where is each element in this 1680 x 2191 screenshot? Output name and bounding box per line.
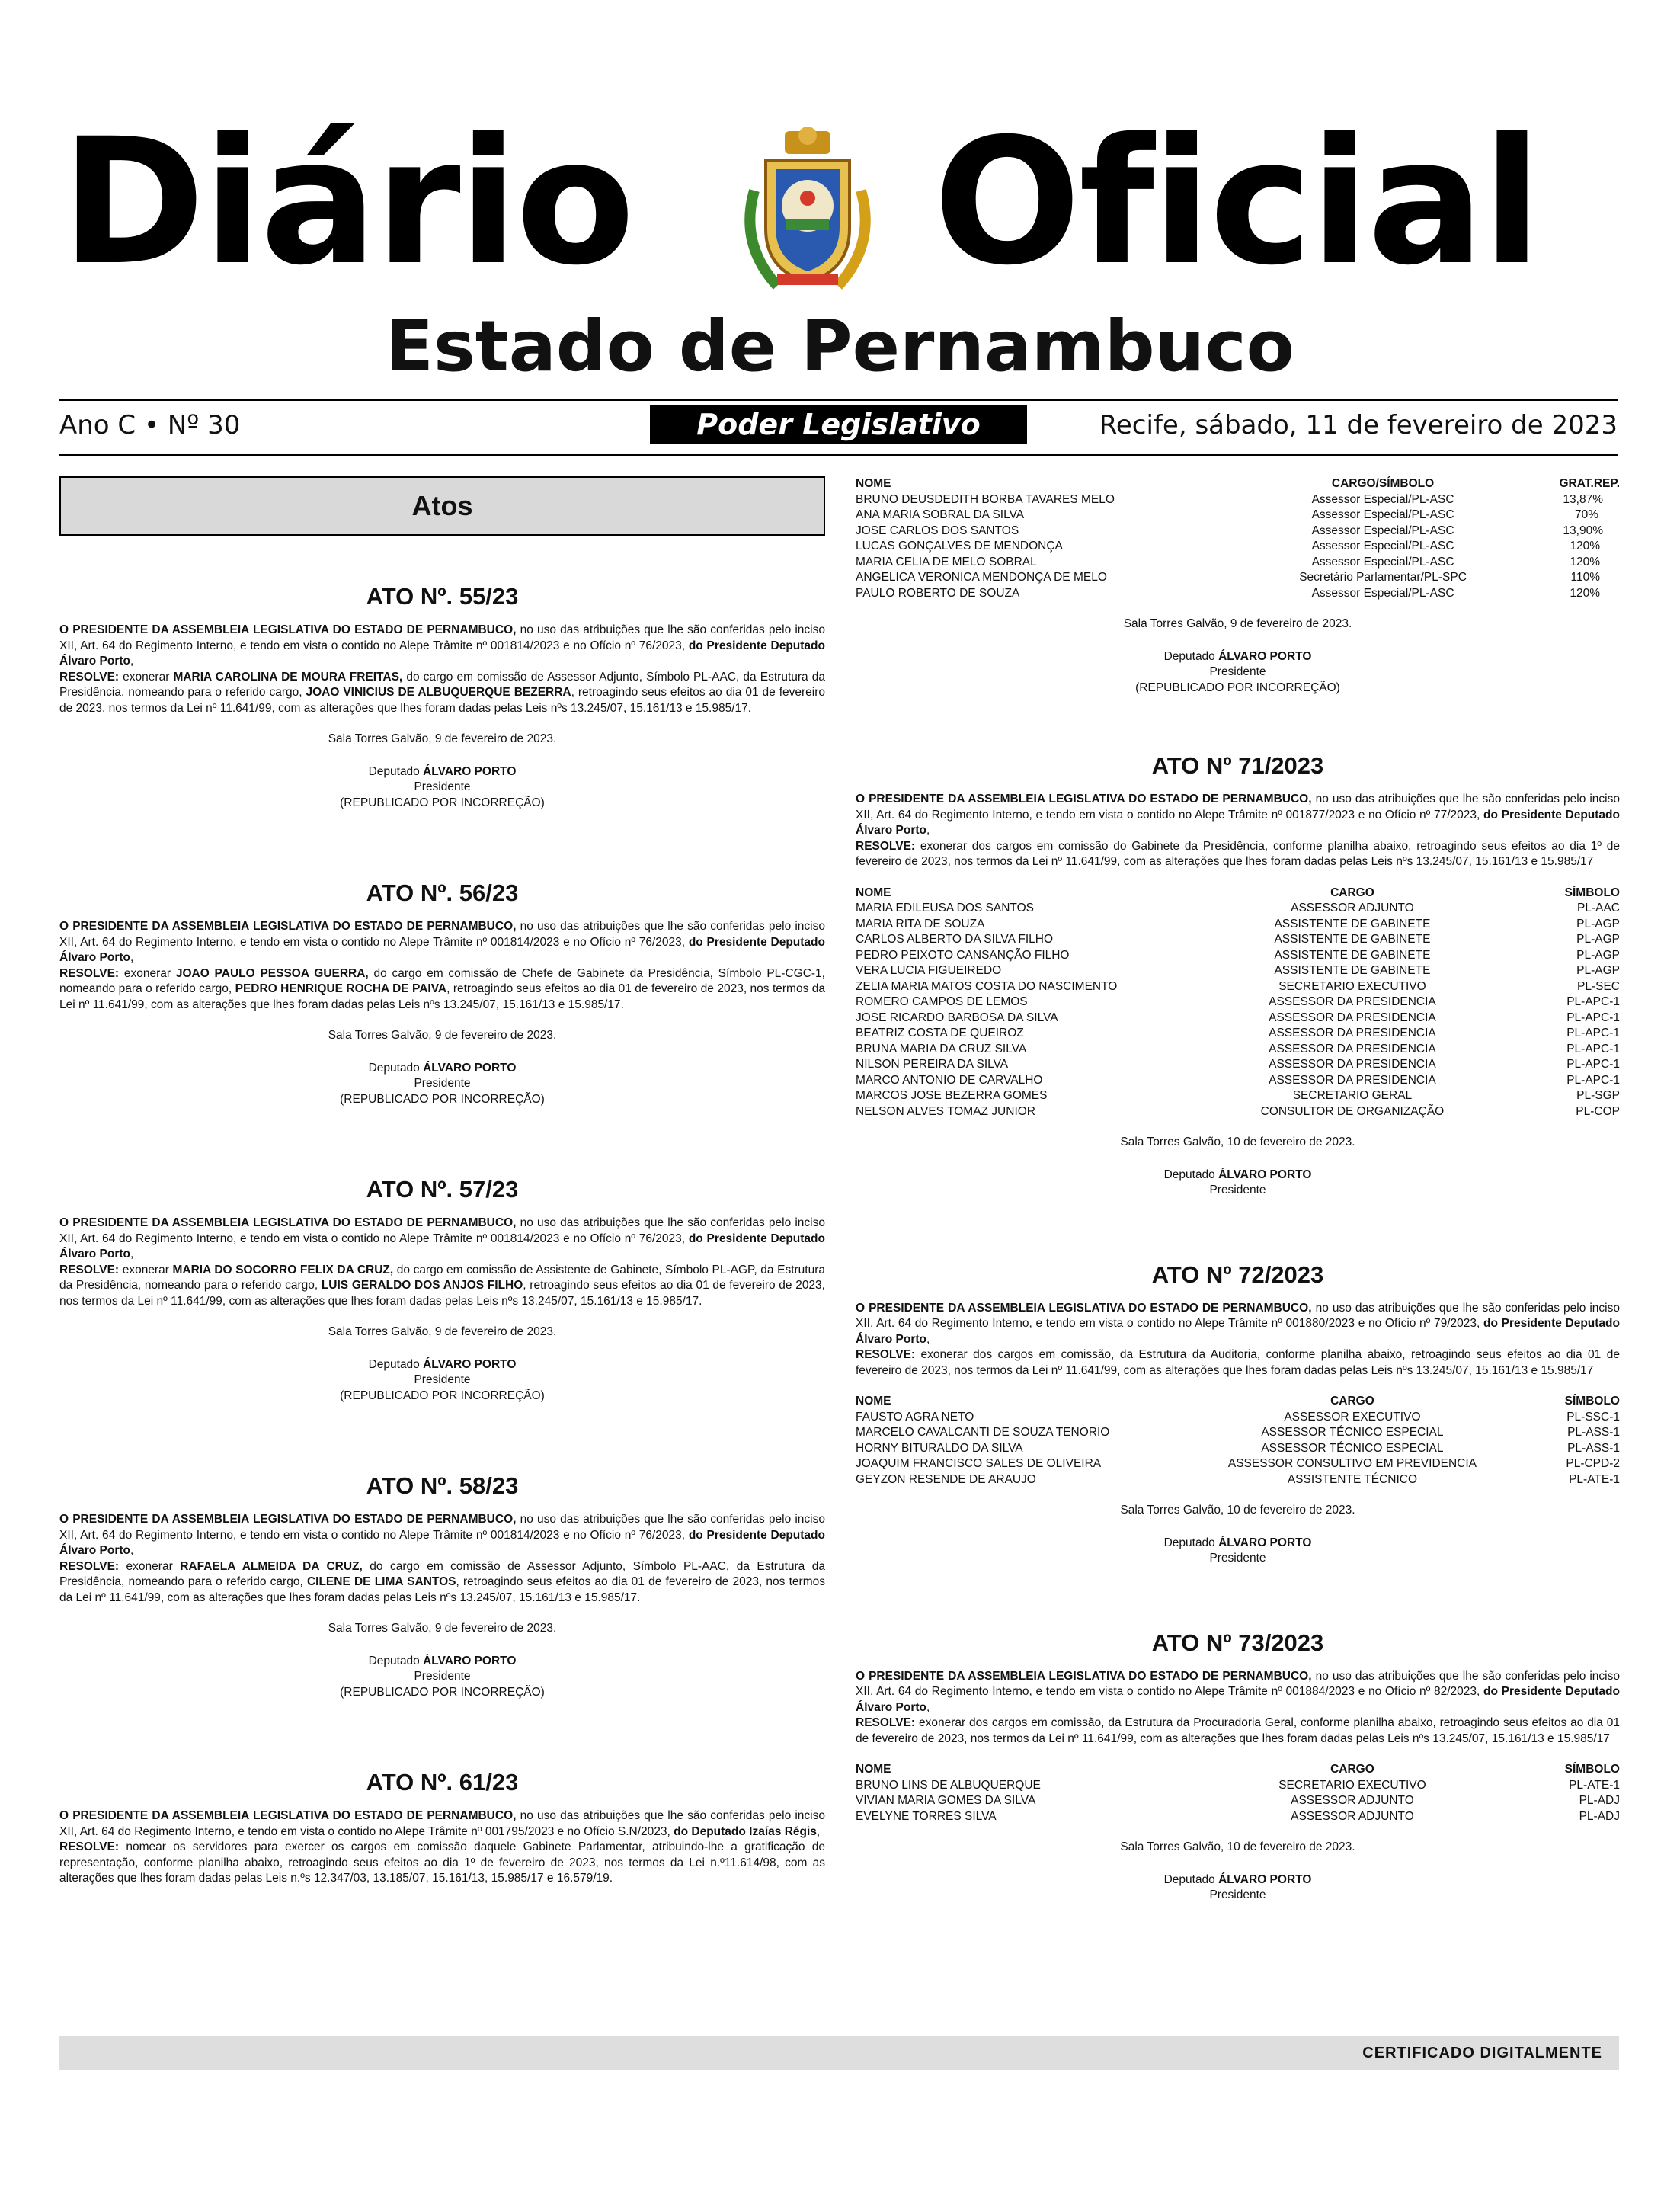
- cell-name: MARIA RITA DE SOUZA: [856, 917, 985, 931]
- cell-grat: 120%: [1570, 540, 1600, 553]
- act-resolve-label: RESOLVE:: [59, 1263, 120, 1276]
- cell-symbol: PL-ASS-1: [1567, 1426, 1620, 1439]
- cell-role: Assessor Especial/PL-ASC: [1311, 540, 1454, 553]
- act-61-table-block: [856, 476, 1620, 696]
- table-row: [856, 539, 1620, 555]
- column-header: NOME: [856, 886, 891, 899]
- act-resolve-text: exonerar dos cargos em comissão, da Estrutura da Auditoria, conforme planilha abaixo, retroagindo seus efeitos ao dia 01 de fevereiro de 2023, nos termos da Lei nº 11.641/99, com as alterações que lhes foram dadas pelas Leis nºs 13.245/07, 15.161/13 e 15.985/17: [856, 1348, 1620, 1377]
- cell-name: EVELYNE TORRES SILVA: [856, 1809, 997, 1823]
- cell-symbol: PL-AGP: [1576, 933, 1620, 946]
- act-preamble: no uso das atribuições que lhe são conferidas pelo inciso XII, Art. 64 do Regimento Interno, e tendo em vista o contido no Alepe Trâmite nº 001884/2023 e no Ofício nº 82/2023,: [856, 1669, 1620, 1698]
- masthead-top-rule: [59, 399, 1618, 401]
- table-row: [856, 1809, 1620, 1825]
- act-place-date: Sala Torres Galvão, 10 de fevereiro de 2023.: [1120, 1136, 1355, 1148]
- act-preamble-bold: O PRESIDENTE DA ASSEMBLEIA LEGISLATIVA DO ESTADO DE PERNAMBUCO,: [59, 623, 517, 636]
- signature-role: Presidente: [414, 1670, 471, 1683]
- table-row: [856, 508, 1620, 524]
- table-row: [856, 1778, 1620, 1794]
- act-signature: [59, 764, 825, 812]
- table-row: [856, 1011, 1620, 1027]
- signature-role: Presidente: [1209, 665, 1266, 678]
- table-header-row: [856, 886, 1620, 902]
- act-resolve-label: RESOLVE:: [856, 1716, 916, 1729]
- cell-name: VIVIAN MARIA GOMES DA SILVA: [856, 1794, 1036, 1807]
- cell-role: ASSESSOR ADJUNTO: [1291, 1809, 1414, 1823]
- column-header: SÍMBOLO: [1564, 1395, 1620, 1408]
- column-header: SÍMBOLO: [1564, 1763, 1620, 1776]
- cell-grat: 13,90%: [1563, 524, 1603, 537]
- column-header: NOME: [856, 1395, 891, 1408]
- act-title: ATO Nº 73/2023: [1151, 1629, 1324, 1656]
- column-header: CARGO: [1330, 1395, 1374, 1408]
- cell-name: JOSE RICARDO BARBOSA DA SILVA: [856, 1011, 1058, 1024]
- act-58: [59, 1471, 825, 1700]
- cell-role: SECRETARIO GERAL: [1292, 1089, 1413, 1102]
- act-preamble: no uso das atribuições que lhe são conferidas pelo inciso XII, Art. 64 do Regimento Interno, e tendo em vista o contido no Alepe Trâmite nº 001814/2023 e no Ofício nº 76/2023,: [59, 1513, 825, 1542]
- cell-name: MARCELO CAVALCANTI DE SOUZA TENORIO: [856, 1426, 1110, 1439]
- act-title: ATO Nº. 55/23: [366, 583, 519, 610]
- act-place-date: Sala Torres Galvão, 9 de fevereiro de 2023.: [328, 732, 557, 745]
- masthead: [0, 101, 1680, 303]
- cell-name: NILSON PEREIRA DA SILVA: [856, 1058, 1009, 1071]
- act-resolve-text: exonerar: [119, 670, 174, 684]
- column-header: SÍMBOLO: [1564, 886, 1620, 899]
- act-place-date: Sala Torres Galvão, 9 de fevereiro de 2023.: [1123, 617, 1352, 630]
- act-56: [59, 878, 825, 1107]
- act-body: [59, 1216, 825, 1309]
- act-signature: [856, 1872, 1620, 1904]
- cell-role: ASSESSOR EXECUTIVO: [1284, 1410, 1421, 1424]
- cell-role: ASSISTENTE DE GABINETE: [1274, 948, 1431, 962]
- signature-note: (REPUBLICADO POR INCORREÇÃO): [340, 1685, 545, 1699]
- signature-name: ÁLVARO PORTO: [423, 1654, 517, 1667]
- act-place-date: Sala Torres Galvão, 9 de fevereiro de 2023.: [328, 1325, 557, 1338]
- act-preamble-authority: do Presidente Deputado Álvaro Porto: [856, 808, 1620, 837]
- cell-name: JOAQUIM FRANCISCO SALES DE OLIVEIRA: [856, 1457, 1102, 1470]
- signature-role: Presidente: [414, 780, 471, 793]
- table-row: [856, 1104, 1620, 1120]
- act-resolve-text: exonerar dos cargos em comissão, da Estrutura da Procuradoria Geral, conforme planilha abaixo, retroagindo seus efeitos ao dia 01 de fevereiro de 2023, nos termos da Lei nº 11.641/99, com as alterações que lhes foram dadas pelas Leis nºs 13.245/07, 15.161/13 e 15.985/17: [856, 1716, 1620, 1745]
- power-label: Poder Legislativo: [650, 405, 1027, 444]
- act-appointed-name: CILENE DE LIMA SANTOS: [306, 1575, 456, 1588]
- cell-grat: 120%: [1570, 555, 1600, 569]
- act-preamble: no uso das atribuições que lhe são conferidas pelo inciso XII, Art. 64 do Regimento Interno, e tendo em vista o contido no Alepe Trâmite nº 001814/2023 e no Ofício nº 76/2023,: [59, 920, 825, 949]
- signature-prefix: Deputado: [1163, 1168, 1219, 1181]
- signature-name: ÁLVARO PORTO: [423, 1061, 517, 1075]
- act-preamble: no uso das atribuições que lhe são conferidas pelo inciso XII, Art. 64 do Regimento Interno, e tendo em vista o contido no Alepe Trâmite nº 001814/2023 e no Ofício nº 76/2023,: [59, 1216, 825, 1245]
- signature-prefix: Deputado: [1163, 1872, 1219, 1886]
- act-preamble-authority: do Presidente Deputado Álvaro Porto: [59, 639, 825, 668]
- column-header: CARGO/SÍMBOLO: [1331, 477, 1435, 490]
- table-header-row: [856, 476, 1620, 492]
- table-row: [856, 901, 1620, 917]
- act-title: ATO Nº. 57/23: [366, 1176, 519, 1203]
- signature-role: Presidente: [414, 1373, 471, 1386]
- cell-symbol: PL-AGP: [1576, 917, 1620, 931]
- act-61-table: [856, 476, 1620, 601]
- act-preamble-authority: do Presidente Deputado Álvaro Porto: [59, 935, 825, 964]
- cell-name: FAUSTO AGRA NETO: [856, 1410, 974, 1424]
- signature-prefix: Deputado: [368, 764, 424, 778]
- table-row: [856, 917, 1620, 933]
- act-72-table: [856, 1394, 1620, 1488]
- act-signature: [59, 1061, 825, 1108]
- act-signature: [856, 649, 1620, 697]
- cell-symbol: PL-AGP: [1576, 964, 1620, 977]
- cell-name: ROMERO CAMPOS DE LEMOS: [856, 995, 1028, 1008]
- table-row: [856, 948, 1620, 964]
- act-resolve-text: do cargo em comissão de Assistente de Gabinete, Símbolo PL-AGP, da Estrutura da Presidência, nomeando para o referido cargo,: [59, 1263, 826, 1292]
- table-row: [856, 570, 1620, 586]
- table-row: [856, 524, 1620, 540]
- table-row: [856, 1026, 1620, 1042]
- act-title: ATO Nº. 56/23: [366, 879, 519, 906]
- cell-role: Assessor Especial/PL-ASC: [1311, 586, 1454, 600]
- cell-symbol: PL-ASS-1: [1567, 1441, 1620, 1455]
- cell-symbol: PL-APC-1: [1566, 1073, 1620, 1087]
- cell-name: ZELIA MARIA MATOS COSTA DO NASCIMENTO: [856, 979, 1118, 993]
- table-header-row: [856, 1394, 1620, 1410]
- act-preamble-end: ,: [130, 951, 134, 964]
- cell-role: ASSESSOR DA PRESIDENCIA: [1269, 995, 1436, 1008]
- act-preamble-end: ,: [130, 1544, 134, 1557]
- cell-name: ANA MARIA SOBRAL DA SILVA: [856, 508, 1025, 521]
- cell-role: ASSESSOR DA PRESIDENCIA: [1269, 1058, 1436, 1071]
- act-preamble-bold: O PRESIDENTE DA ASSEMBLEIA LEGISLATIVA DO ESTADO DE PERNAMBUCO,: [59, 1513, 517, 1526]
- table-row: [856, 1425, 1620, 1441]
- cell-role: ASSISTENTE DE GABINETE: [1274, 964, 1431, 977]
- act-signature: [59, 1357, 825, 1405]
- signature-name: ÁLVARO PORTO: [1218, 1536, 1312, 1549]
- act-resolve-text: nomear os servidores para exercer os cargos em comissão daquele Gabinete Parlamentar, atribuindo-lhe a gratificação de representação, conforme planilha abaixo, retroagindo seus efeitos ao dia 1º de fevereiro de 2023, nos termos da Lei n.º11.614/98, com as alterações que lhes foram dadas pelas Leis n.ºs 12.347/03, 13.185/07, 15.161/13, 15.985/17 e 16.579/19.: [59, 1840, 825, 1885]
- act-appointed-name: JOAO VINICIUS DE ALBUQUERQUE BEZERRA: [306, 686, 571, 699]
- table-row: [856, 963, 1620, 979]
- cell-role: SECRETARIO EXECUTIVO: [1278, 1778, 1426, 1792]
- cell-role: ASSESSOR ADJUNTO: [1291, 1794, 1414, 1807]
- cell-role: ASSESSOR ADJUNTO: [1291, 902, 1414, 915]
- cell-symbol: PL-ATE-1: [1569, 1472, 1620, 1486]
- table-row: [856, 1472, 1620, 1488]
- left-column: [59, 476, 825, 1887]
- digital-certification-label: CERTIFICADO DIGITALMENTE: [1362, 2045, 1602, 2061]
- cell-symbol: PL-ATE-1: [1569, 1778, 1620, 1792]
- act-signature: [856, 1168, 1620, 1199]
- act-preamble-authority: do Presidente Deputado Álvaro Porto: [856, 1317, 1620, 1346]
- act-resolve-text: do cargo em comissão de Chefe de Gabinete da Presidência, Símbolo PL-CGC-1, nomeando para o referido cargo,: [59, 966, 825, 995]
- act-title: ATO Nº. 61/23: [366, 1769, 519, 1795]
- act-preamble-end: ,: [926, 1700, 930, 1714]
- table-row: [856, 932, 1620, 948]
- signature-role: Presidente: [1209, 1888, 1266, 1901]
- act-place-date: Sala Torres Galvão, 10 de fevereiro de 2023.: [1120, 1840, 1355, 1853]
- cell-role: ASSISTENTE TÉCNICO: [1287, 1472, 1418, 1486]
- column-header: NOME: [856, 477, 891, 490]
- act-resolve-text: , retroagindo seus efeitos ao dia 01 de fevereiro de 2023, nos termos da Lei nº 11.641/99, com as alterações que lhes foram dadas pelas Leis nºs 13.245/07, 15.161/13 e 15.985/17.: [59, 1575, 825, 1604]
- cell-name: NELSON ALVES TOMAZ JUNIOR: [856, 1104, 1036, 1118]
- act-resolve-text: do cargo em comissão de Assessor Adjunto, Símbolo PL-AAC, da Estrutura da Presidência, nomeando para o referido cargo,: [59, 1559, 825, 1588]
- masthead-bottom-rule: [59, 454, 1618, 456]
- act-exonerated-name: JOAO PAULO PESSOA GUERRA,: [175, 966, 369, 980]
- act-signature: [59, 1654, 825, 1701]
- act-exonerated-name: MARIA CAROLINA DE MOURA FREITAS,: [173, 670, 403, 684]
- cell-symbol: PL-SEC: [1577, 979, 1620, 993]
- act-resolve-label: RESOLVE:: [59, 670, 120, 684]
- act-place-date: Sala Torres Galvão, 10 de fevereiro de 2023.: [1120, 1504, 1355, 1517]
- act-preamble-bold: O PRESIDENTE DA ASSEMBLEIA LEGISLATIVA DO ESTADO DE PERNAMBUCO,: [59, 920, 517, 933]
- act-preamble-end: ,: [816, 1824, 821, 1838]
- cell-symbol: PL-AGP: [1576, 948, 1620, 962]
- act-exonerated-name: MARIA DO SOCORRO FELIX DA CRUZ,: [172, 1263, 394, 1276]
- act-preamble-end: ,: [926, 824, 930, 837]
- cell-role: Secretário Parlamentar/PL-SPC: [1299, 571, 1467, 584]
- act-preamble-authority: do Deputado Izaías Régis: [674, 1824, 817, 1838]
- cell-symbol: PL-COP: [1576, 1104, 1620, 1118]
- signature-role: Presidente: [1209, 1184, 1266, 1196]
- act-resolve-text: exonerar dos cargos em comissão do Gabinete da Presidência, conforme planilha abaixo, retroagindo seus efeitos ao dia 1º de fevereiro de 2023, nos termos da Lei nº 11.641/99, com as alterações que lhes foram dadas pelas Leis nºs 13.245/07, 15.161/13 e 15.985/17: [856, 839, 1620, 868]
- edition-bar: [59, 405, 1618, 448]
- cell-symbol: PL-APC-1: [1566, 1027, 1620, 1039]
- column-header: CARGO: [1330, 886, 1374, 899]
- cell-role: Assessor Especial/PL-ASC: [1311, 555, 1454, 569]
- signature-prefix: Deputado: [1163, 1536, 1219, 1549]
- column-header: GRAT.REP.: [1559, 477, 1620, 490]
- act-resolve-text: , retroagindo seus efeitos ao dia 01 de fevereiro de 2023, nos termos da Lei nº 11.641/99, com as alterações que lhes foram dadas pelas Leis nºs 13.245/07, 15.161/13 e 15.985/17.: [59, 1279, 825, 1308]
- act-preamble-end: ,: [130, 1248, 134, 1260]
- cell-name: MARCOS JOSE BEZERRA GOMES: [856, 1089, 1048, 1102]
- act-body: [59, 1512, 825, 1606]
- act-resolve-text: do cargo em comissão de Assessor Adjunto, Símbolo PL-AAC, da Estrutura da Presidência, nomeando para o referido cargo,: [59, 670, 825, 699]
- cell-name: BEATRIZ COSTA DE QUEIROZ: [856, 1027, 1024, 1039]
- act-preamble-bold: O PRESIDENTE DA ASSEMBLEIA LEGISLATIVA DO ESTADO DE PERNAMBUCO,: [59, 1216, 517, 1229]
- cell-name: MARIA CELIA DE MELO SOBRAL: [856, 555, 1037, 569]
- cell-role: ASSESSOR TÉCNICO ESPECIAL: [1261, 1441, 1444, 1455]
- act-body: [59, 623, 825, 716]
- cell-role: Assessor Especial/PL-ASC: [1311, 508, 1454, 521]
- pernambuco-coat-of-arms-icon: [731, 122, 884, 297]
- act-resolve-label: RESOLVE:: [856, 1348, 916, 1361]
- table-row: [856, 1088, 1620, 1104]
- table-row: [856, 492, 1620, 508]
- act-appointed-name: PEDRO HENRIQUE ROCHA DE PAIVA: [235, 982, 447, 995]
- cell-name: JOSE CARLOS DOS SANTOS: [856, 524, 1019, 537]
- cell-symbol: PL-APC-1: [1566, 1011, 1620, 1024]
- act-preamble: no uso das atribuições que lhe são conferidas pelo inciso XII, Art. 64 do Regimento Interno, e tendo em vista o contido no Alepe Trâmite nº 001880/2023 e no Ofício nº 79/2023,: [856, 1301, 1620, 1330]
- act-body: [856, 1301, 1620, 1379]
- cell-name: BRUNO DEUSDEDITH BORBA TAVARES MELO: [856, 492, 1115, 506]
- cell-role: SECRETARIO EXECUTIVO: [1278, 979, 1426, 993]
- cell-symbol: PL-APC-1: [1566, 1058, 1620, 1071]
- cell-name: ANGELICA VERONICA MENDONÇA DE MELO: [856, 571, 1107, 584]
- act-body: [856, 792, 1620, 870]
- act-place-date: Sala Torres Galvão, 9 de fevereiro de 2023.: [328, 1622, 557, 1635]
- signature-name: ÁLVARO PORTO: [423, 764, 517, 778]
- signature-note: (REPUBLICADO POR INCORREÇÃO): [340, 796, 545, 809]
- act-resolve-label: RESOLVE:: [59, 1559, 120, 1573]
- cell-role: ASSISTENTE DE GABINETE: [1274, 933, 1431, 946]
- table-row: [856, 1456, 1620, 1472]
- cell-symbol: PL-SSC-1: [1566, 1410, 1620, 1424]
- cell-grat: 70%: [1574, 508, 1598, 521]
- act-55: [59, 581, 825, 811]
- signature-prefix: Deputado: [368, 1357, 424, 1371]
- act-body: [59, 1808, 825, 1887]
- act-resolve-text: exonerar: [119, 1263, 173, 1276]
- cell-name: PAULO ROBERTO DE SOUZA: [856, 586, 1020, 600]
- act-resolve-text: exonerar: [119, 1559, 181, 1573]
- act-preamble: no uso das atribuições que lhe são conferidas pelo inciso XII, Art. 64 do Regimento Interno, e tendo em vista o contido no Alepe Trâmite nº 001877/2023 e no Ofício nº 77/2023,: [856, 793, 1620, 822]
- act-appointed-name: LUIS GERALDO DOS ANJOS FILHO: [321, 1279, 523, 1292]
- column-header: NOME: [856, 1763, 891, 1776]
- footer-bar: [59, 2036, 1619, 2070]
- cell-role: CONSULTOR DE ORGANIZAÇÃO: [1260, 1104, 1445, 1118]
- cell-name: CARLOS ALBERTO DA SILVA FILHO: [856, 933, 1054, 946]
- act-preamble: no uso das atribuições que lhe são conferidas pelo inciso XII, Art. 64 do Regimento Interno, e tendo em vista o contido no Alepe Trâmite nº 001795/2023 e no Ofício S.N/2023,: [59, 1809, 825, 1838]
- table-row: [856, 979, 1620, 995]
- act-preamble-end: ,: [130, 655, 134, 668]
- act-71-table: [856, 886, 1620, 1120]
- section-title: Atos: [59, 476, 825, 536]
- masthead-right-word: Oficial: [933, 101, 1540, 303]
- cell-symbol: PL-CPD-2: [1566, 1457, 1620, 1470]
- right-column: [856, 476, 1620, 1904]
- cell-name: GEYZON RESENDE DE ARAUJO: [856, 1472, 1036, 1486]
- act-preamble-authority: do Presidente Deputado Álvaro Porto: [59, 1232, 825, 1260]
- act-73-table: [856, 1762, 1620, 1824]
- act-73: [856, 1628, 1620, 1904]
- act-resolve-label: RESOLVE:: [856, 839, 916, 853]
- cell-role: ASSESSOR DA PRESIDENCIA: [1269, 1042, 1436, 1055]
- signature-name: ÁLVARO PORTO: [1218, 649, 1312, 663]
- table-row: [856, 1793, 1620, 1809]
- cell-role: ASSESSOR TÉCNICO ESPECIAL: [1261, 1426, 1444, 1439]
- act-preamble-bold: O PRESIDENTE DA ASSEMBLEIA LEGISLATIVA DO ESTADO DE PERNAMBUCO,: [59, 1809, 517, 1822]
- cell-grat: 120%: [1570, 586, 1600, 600]
- signature-prefix: Deputado: [1163, 649, 1219, 663]
- issue-date: Recife, sábado, 11 de fevereiro de 2023: [1099, 410, 1618, 440]
- cell-name: VERA LUCIA FIGUEIREDO: [856, 964, 1002, 977]
- act-preamble: no uso das atribuições que lhe são conferidas pelo inciso XII, Art. 64 do Regimento Interno, e tendo em vista o contido no Alepe Trâmite nº 001814/2023 e no Ofício nº 76/2023,: [59, 623, 825, 652]
- act-signature: [856, 1536, 1620, 1567]
- act-72: [856, 1260, 1620, 1567]
- act-resolve-text: exonerar: [119, 966, 176, 980]
- act-preamble-authority: do Presidente Deputado Álvaro Porto: [59, 1528, 825, 1557]
- cell-name: BRUNA MARIA DA CRUZ SILVA: [856, 1042, 1027, 1055]
- act-71: [856, 751, 1620, 1199]
- cell-grat: 110%: [1570, 571, 1600, 584]
- act-resolve-text: , retroagindo seus efeitos ao dia 01 de fevereiro de 2023, nos termos da Lei nº 11.641/99, com as alterações que lhes foram dadas pelas Leis nºs 13.245/07, 15.161/13 e 15.985/17.: [59, 982, 825, 1011]
- cell-name: LUCAS GONÇALVES DE MENDONÇA: [856, 540, 1063, 553]
- cell-symbol: PL-ADJ: [1579, 1794, 1620, 1807]
- table-row: [856, 1441, 1620, 1457]
- signature-name: ÁLVARO PORTO: [1218, 1872, 1312, 1886]
- cell-grat: 13,87%: [1563, 492, 1603, 506]
- table-row: [856, 586, 1620, 602]
- signature-note: (REPUBLICADO POR INCORREÇÃO): [1135, 681, 1340, 694]
- cell-role: ASSESSOR DA PRESIDENCIA: [1269, 1073, 1436, 1087]
- act-title: ATO Nº 71/2023: [1151, 752, 1324, 779]
- column-header: CARGO: [1330, 1763, 1374, 1776]
- act-exonerated-name: RAFAELA ALMEIDA DA CRUZ,: [180, 1559, 363, 1573]
- cell-role: ASSESSOR CONSULTIVO EM PREVIDENCIA: [1227, 1457, 1477, 1470]
- act-57: [59, 1174, 825, 1404]
- signature-name: ÁLVARO PORTO: [1218, 1168, 1312, 1181]
- act-place-date: Sala Torres Galvão, 9 de fevereiro de 2023.: [328, 1029, 557, 1042]
- signature-role: Presidente: [1209, 1552, 1266, 1565]
- cell-symbol: PL-APC-1: [1566, 995, 1620, 1008]
- cell-role: ASSISTENTE DE GABINETE: [1274, 917, 1431, 931]
- cell-name: PEDRO PEIXOTO CANSANÇÃO FILHO: [856, 948, 1070, 962]
- cell-role: Assessor Especial/PL-ASC: [1311, 524, 1454, 537]
- edition-number: Ano C • Nº 30: [59, 410, 241, 440]
- masthead-subtitle: Estado de Pernambuco: [386, 306, 1294, 387]
- act-resolve-label: RESOLVE:: [59, 1840, 120, 1853]
- cell-role: ASSESSOR DA PRESIDENCIA: [1269, 1027, 1436, 1039]
- cell-symbol: PL-SGP: [1576, 1089, 1620, 1102]
- table-row: [856, 1073, 1620, 1089]
- act-preamble-bold: O PRESIDENTE DA ASSEMBLEIA LEGISLATIVA DO ESTADO DE PERNAMBUCO,: [856, 1669, 1312, 1683]
- table-row: [856, 1042, 1620, 1058]
- act-title: ATO Nº 72/2023: [1151, 1260, 1324, 1288]
- act-61: [59, 1767, 825, 1887]
- table-row: [856, 555, 1620, 571]
- cell-role: Assessor Especial/PL-ASC: [1311, 492, 1454, 506]
- act-body: [59, 919, 825, 1013]
- signature-prefix: Deputado: [368, 1061, 424, 1075]
- act-preamble-bold: O PRESIDENTE DA ASSEMBLEIA LEGISLATIVA DO ESTADO DE PERNAMBUCO,: [856, 793, 1312, 806]
- act-resolve-label: RESOLVE:: [59, 966, 120, 980]
- cell-symbol: PL-ADJ: [1579, 1809, 1620, 1823]
- act-preamble-authority: do Presidente Deputado Álvaro Porto: [856, 1685, 1620, 1714]
- signature-note: (REPUBLICADO POR INCORREÇÃO): [340, 1092, 545, 1106]
- signature-name: ÁLVARO PORTO: [423, 1357, 517, 1371]
- table-row: [856, 1057, 1620, 1073]
- cell-symbol: PL-APC-1: [1566, 1042, 1620, 1055]
- signature-role: Presidente: [414, 1077, 471, 1090]
- cell-name: BRUNO LINS DE ALBUQUERQUE: [856, 1778, 1041, 1792]
- table-row: [856, 995, 1620, 1011]
- act-resolve-text: , retroagindo seus efeitos ao dia 01 de fevereiro de 2023, nos termos da Lei nº 11.641/99, com as alterações que lhes foram dadas pelas Leis nºs 13.245/07, 15.161/13 e 15.985/17.: [59, 686, 826, 715]
- table-header-row: [856, 1762, 1620, 1778]
- act-body: [856, 1669, 1620, 1747]
- act-preamble-end: ,: [926, 1332, 930, 1346]
- cell-name: MARCO ANTONIO DE CARVALHO: [856, 1073, 1043, 1087]
- signature-prefix: Deputado: [368, 1654, 424, 1667]
- cell-name: MARIA EDILEUSA DOS SANTOS: [856, 902, 1035, 915]
- cell-name: HORNY BITURALDO DA SILVA: [856, 1441, 1023, 1455]
- masthead-left-word: Diário: [61, 101, 633, 303]
- cell-symbol: PL-AAC: [1577, 902, 1620, 915]
- signature-note: (REPUBLICADO POR INCORREÇÃO): [340, 1389, 545, 1402]
- act-preamble-bold: O PRESIDENTE DA ASSEMBLEIA LEGISLATIVA DO ESTADO DE PERNAMBUCO,: [856, 1301, 1312, 1315]
- cell-role: ASSESSOR DA PRESIDENCIA: [1269, 1011, 1436, 1024]
- act-title: ATO Nº. 58/23: [366, 1472, 519, 1499]
- table-row: [856, 1410, 1620, 1426]
